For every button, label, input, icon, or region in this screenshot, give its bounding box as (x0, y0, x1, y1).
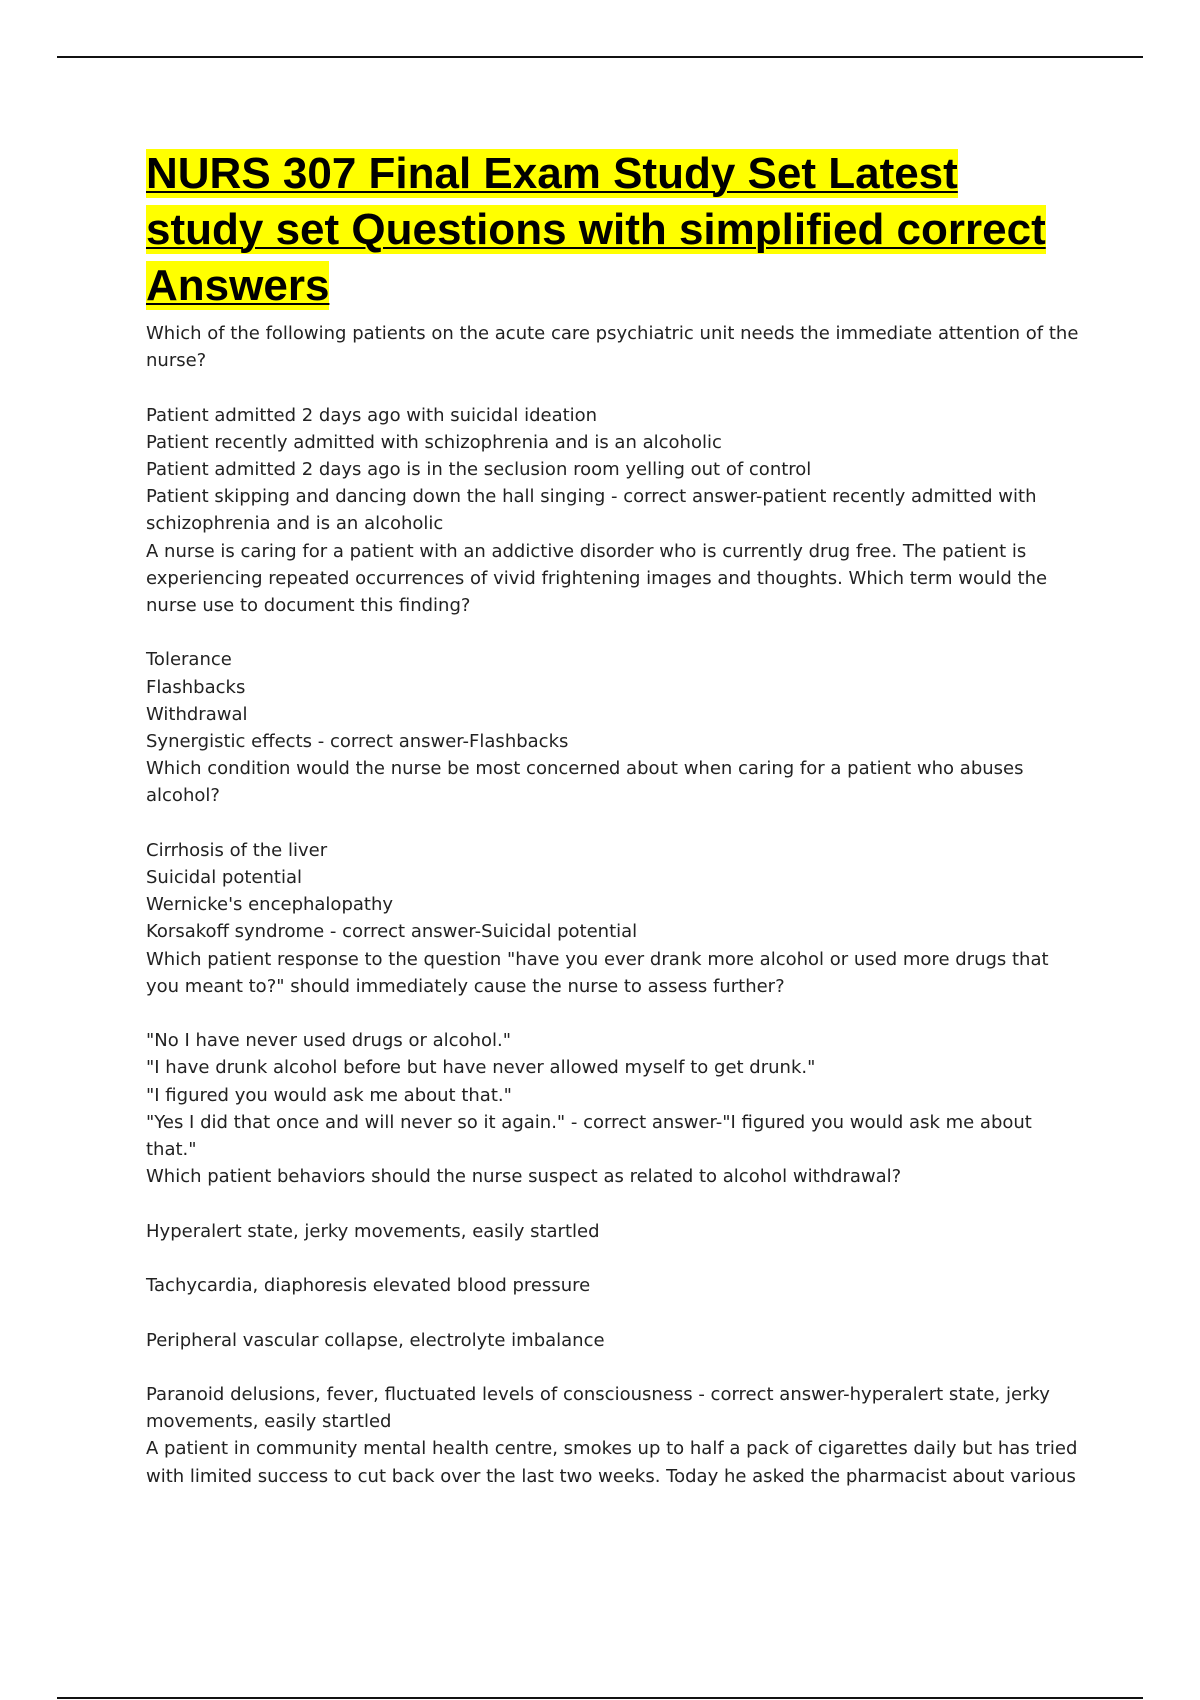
text-line: Flashbacks (146, 676, 246, 698)
text-line: Paranoid delusions, fever, fluctuated levels of consciousness - correct answer-hyperalert state, jerky movements, easily startled (146, 1383, 1056, 1433)
text-line: Patient admitted 2 days ago with suicidal ideation (146, 404, 598, 426)
text-line: Patient skipping and dancing down the hall singing - correct answer-patient recently admitted with schizophrenia and is an alcoholic (146, 486, 1043, 535)
text-line: Tachycardia, diaphoresis elevated blood pressure (146, 1275, 591, 1297)
text-line: Patient recently admitted with schizophrenia and is an alcoholic (146, 431, 722, 453)
text-line: Withdrawal (146, 703, 248, 725)
text-line: Synergistic effects - correct answer-Flashbacks (146, 731, 569, 753)
header-rule (57, 56, 1143, 58)
text-line: Cirrhosis of the liver (146, 839, 328, 861)
text-line: Hyperalert state, jerky movements, easily startled (146, 1220, 600, 1242)
text-line: Suicidal potential (146, 867, 302, 889)
text-line: Which patient response to the question "have you ever drank more alcohol or used more drugs that you meant to?" should immediately cause the nurse to assess further? (146, 948, 1055, 997)
text-line: A patient in community mental health centre, smokes up to half a pack of cigarettes daily but has tried with limited success to cut back over the last two weeks. Today he asked the pharmacist about various (146, 1438, 1084, 1487)
question-answer-text (146, 320, 1086, 1490)
blank-line (146, 810, 1086, 837)
text-line: "I figured you would ask me about that." (146, 1084, 512, 1106)
blank-line (146, 1191, 1086, 1218)
blank-line (146, 1299, 1086, 1326)
text-line: Which condition would the nurse be most concerned about when caring for a patient who abuses alcohol? (146, 758, 1030, 807)
text-line: Patient admitted 2 days ago is in the seclusion room yelling out of control (146, 459, 812, 481)
document-title-highlight: NURS 307 Final Exam Study Set Latest study set Questions with simplified correct Answers (146, 149, 1046, 310)
text-line: "No I have never used drugs or alcohol." (146, 1030, 511, 1052)
text-line: Korsakoff syndrome - correct answer-Suicidal potential (146, 921, 638, 943)
document-body (146, 146, 1086, 1490)
document-title (146, 146, 1086, 314)
blank-line (146, 1245, 1086, 1272)
text-line: Peripheral vascular collapse, electrolyte imbalance (146, 1329, 605, 1351)
blank-line (146, 1000, 1086, 1027)
blank-line (146, 374, 1086, 401)
text-line: "Yes I did that once and will never so it again." - correct answer-"I figured you would ask me about that." (146, 1111, 1038, 1161)
text-line: Tolerance (146, 649, 232, 671)
text-line: Wernicke's encephalopathy (146, 894, 394, 916)
footer-rule (57, 1697, 1143, 1699)
text-line: Which patient behaviors should the nurse suspect as related to alcohol withdrawal? (146, 1166, 902, 1188)
text-line: A nurse is caring for a patient with an addictive disorder who is currently drug free. The patient is experiencing repeated occurrences of vivid frightening images and thoughts. Which term would the nurse use to document this finding? (146, 540, 1053, 617)
blank-line (146, 619, 1086, 646)
blank-line (146, 1354, 1086, 1381)
text-line: Which of the following patients on the acute care psychiatric unit needs the immediate attention of the nurse? (146, 323, 1085, 372)
text-line: "I have drunk alcohol before but have never allowed myself to get drunk." (146, 1057, 816, 1079)
